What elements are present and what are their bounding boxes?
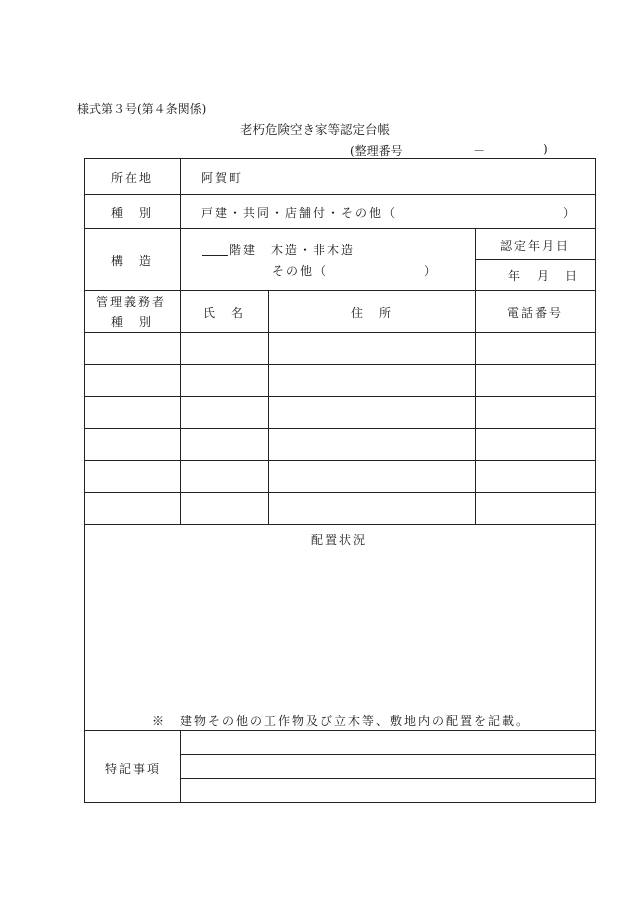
cert-date-divider: [475, 259, 596, 260]
row-divider: [84, 492, 596, 493]
cert-date-year: 年: [508, 269, 521, 283]
row-divider: [84, 228, 596, 229]
structure-close-paren: ）: [424, 264, 437, 278]
type-close-paren: ）: [563, 206, 576, 220]
type-options: 戸建・共同・店舗付・その他（: [201, 206, 398, 220]
document-title: 老朽危険空き家等認定台帳: [239, 122, 390, 137]
phone-header: 電話番号: [507, 306, 564, 320]
row-divider: [84, 428, 596, 429]
registration-number-close: ): [543, 142, 548, 156]
name-column-divider: [268, 290, 269, 524]
cert-date-month: 月: [537, 269, 550, 283]
row-divider: [84, 194, 596, 195]
row-divider: [84, 364, 596, 365]
row-divider: [84, 396, 596, 397]
manager-type-header-line2: 種 別: [111, 315, 154, 329]
form-number-label: 様式第３号(第４条関係): [77, 102, 207, 116]
structure-label: 構 造: [111, 254, 154, 268]
layout-section-label: 配置状況: [311, 533, 368, 547]
address-header: 住 所: [351, 306, 394, 320]
row-divider: [84, 730, 596, 731]
layout-section-note: ※ 建物その他の工作物及び立木等、敷地内の配置を記載。: [152, 714, 531, 728]
name-header: 氏 名: [203, 306, 246, 320]
registration-number-label: (整理番号: [350, 144, 403, 158]
remarks-line: [180, 754, 596, 755]
structure-line2: その他（: [272, 264, 329, 278]
location-value: 阿賀町: [201, 171, 244, 185]
phone-column-divider: [475, 228, 476, 524]
row-divider: [84, 290, 596, 291]
registration-number: [350, 142, 550, 158]
type-label: 種 別: [111, 206, 154, 220]
structure-line1: 階建 木造・非木造: [229, 243, 356, 257]
remarks-column-divider: [180, 730, 181, 803]
row-divider: [84, 460, 596, 461]
registration-number-dash: －: [473, 144, 486, 158]
remarks-label: 特記事項: [105, 762, 162, 776]
row-divider: [84, 524, 596, 525]
remarks-line: [180, 778, 596, 779]
location-label: 所在地: [111, 171, 154, 185]
cert-date-day: 日: [565, 269, 578, 283]
label-column-divider: [180, 158, 181, 524]
row-divider: [84, 332, 596, 333]
cert-date-label: 認定年月日: [500, 239, 571, 253]
manager-type-header-line1: 管理義務者: [96, 295, 167, 309]
floors-blank: [202, 255, 228, 256]
